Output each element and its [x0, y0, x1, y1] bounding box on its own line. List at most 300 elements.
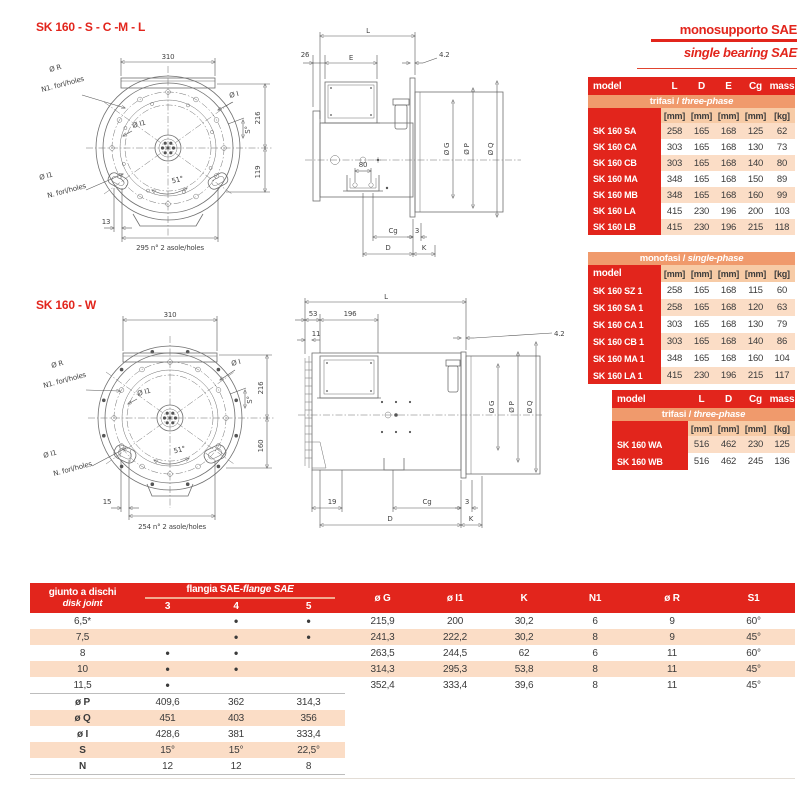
N1-cell: 8 [558, 629, 632, 645]
unit-cell: [mm] [688, 108, 715, 123]
dim-L-label: L [366, 27, 370, 35]
S1-cell: 60° [746, 615, 761, 627]
empty-spacer-cell [345, 742, 795, 758]
col-sae-3: 3 [135, 599, 200, 613]
value-cell: 165 [688, 123, 715, 139]
three-phase-table [588, 77, 795, 235]
unit-cell: [mm] [715, 421, 742, 436]
flange-dim-row [30, 694, 795, 711]
value-cell: 303 [666, 319, 683, 330]
dim-L-label: L [384, 293, 388, 301]
K-cell: 62 [518, 647, 530, 659]
value-cell: 99 [769, 187, 795, 203]
value-cell: 150 [747, 173, 764, 185]
sae5-value-cell: 333,4 [296, 728, 321, 740]
sae4-value-cell: 362 [200, 694, 272, 711]
col-mass: mass [769, 77, 795, 95]
value-cell: 80 [769, 155, 795, 171]
joint-cell: 10 [30, 661, 135, 677]
value-cell: 165 [693, 285, 710, 296]
N1-cell: 8 [592, 679, 598, 691]
dim-K-label: K [421, 244, 427, 252]
value-cell: 415 [661, 219, 688, 235]
unit-cell: [mm] [742, 108, 769, 123]
dimension-bottom [363, 193, 435, 257]
diam-R-cell: 11 [667, 679, 678, 691]
label-diam-i1-lower: Ø I1 [42, 448, 58, 460]
label-n1-holes: N1. fori/holes [40, 74, 85, 94]
sae-data-row [30, 677, 795, 694]
sae-header-row-1 [30, 583, 795, 599]
units-row [588, 108, 795, 123]
joint-cell: 11,5 [73, 679, 92, 691]
model-cell: SK 160 CA [588, 139, 661, 155]
value-cell: 73 [776, 141, 788, 153]
drawing1-title: SK 160 - S - C -M - L [36, 20, 146, 34]
unit-cell: [mm] [661, 108, 688, 123]
dimension-53-196-11 [295, 310, 378, 353]
diam-I1-cell: 333,4 [443, 679, 468, 691]
sae5-dot-cell: • [272, 629, 345, 645]
col-sae-5: 5 [272, 599, 345, 613]
angle-s-label: S° [246, 396, 254, 404]
col-diam-R: ø R [632, 583, 712, 613]
S1-cell: 45° [712, 661, 795, 677]
flange-dim-label: N [30, 758, 135, 775]
sae3-value-cell: 409,6 [135, 694, 200, 711]
model-cell: SK 160 MB [588, 187, 661, 203]
dimension-42 [453, 330, 565, 338]
units-row [588, 265, 795, 282]
value-cell: 258 [661, 299, 688, 316]
value-cell: 165 [688, 299, 715, 316]
value-cell: 516 [688, 436, 715, 453]
dim-D-label: D [385, 244, 391, 252]
section-title-english: single bearing SAE [683, 45, 797, 60]
label-diam-i: Ø I [228, 89, 240, 100]
table-row [588, 350, 795, 367]
value-cell: 230 [693, 205, 710, 217]
N1-cell: 6 [592, 615, 598, 627]
sae-data-row [30, 613, 795, 629]
value-cell: 348 [666, 173, 683, 185]
flange-dim-row [30, 742, 795, 758]
phase-band: trifasi / three-phase [588, 95, 795, 108]
K-cell: 53,8 [490, 661, 558, 677]
col-Cg: Cg [742, 77, 769, 95]
value-cell: 165 [693, 319, 710, 330]
value-cell: 165 [693, 173, 710, 185]
flange-dim-row [30, 710, 795, 726]
sae3-dot-cell: • [165, 646, 170, 660]
label-diam-i1-lower: Ø I1 [38, 170, 54, 182]
model-cell: SK 160 SZ 1 [588, 282, 661, 299]
sae3-dot-cell [135, 629, 200, 645]
value-cell: 160 [747, 353, 764, 364]
flange-dim-label: ø I [76, 728, 89, 740]
units-row [612, 421, 795, 436]
value-cell: 89 [776, 173, 788, 185]
value-cell: 125 [769, 436, 795, 453]
value-cell: 117 [769, 367, 795, 384]
table-row [588, 316, 795, 333]
dim-K-label: K [468, 515, 474, 523]
dim-19-label: 19 [327, 498, 337, 506]
phase-band-row [588, 252, 795, 265]
sae5-dot-cell: • [306, 614, 311, 628]
dim-diam-G-label: Ø G [443, 142, 451, 156]
diam-I1-cell: 222,2 [420, 629, 490, 645]
unit-cell: [mm] [715, 108, 742, 123]
sae5-value-cell: 314,3 [272, 694, 345, 711]
single-phase-table [588, 252, 795, 384]
value-cell: 79 [776, 319, 788, 330]
model-cell: SK 160 LA 1 [588, 367, 661, 384]
value-cell: 462 [720, 456, 737, 467]
S1-cell: 60° [746, 647, 761, 659]
table-row [588, 367, 795, 384]
unit-cell: [mm] [715, 265, 742, 282]
col-mass: mass [769, 390, 795, 408]
value-cell: 168 [720, 141, 737, 153]
angle-s-label: S° [244, 126, 252, 134]
col-N1: N1 [558, 583, 632, 613]
value-cell: 348 [666, 353, 683, 364]
dim-160-label: 160 [257, 439, 265, 453]
sae3-dot-cell: • [165, 678, 170, 692]
table-row [588, 155, 795, 171]
sae3-value-cell: 451 [135, 710, 200, 726]
sae4-dot-cell: • [200, 629, 272, 645]
value-cell: 303 [661, 333, 688, 350]
sae4-dot-cell: • [233, 614, 238, 628]
value-cell: 60 [776, 285, 788, 296]
model-cell: SK 160 CB [588, 155, 661, 171]
dim-295-slots-label: 295 n° 2 asole/holes [136, 244, 204, 252]
sae5-value-cell: 8 [272, 758, 345, 775]
dim-diam-P-label: Ø P [508, 401, 516, 413]
section-title-italian: monosupporto SAE [679, 22, 797, 37]
value-cell: 130 [747, 319, 764, 330]
diam-R-cell: 9 [669, 615, 675, 627]
sae3-value-cell: 428,6 [155, 728, 180, 740]
dim-216-label: 216 [257, 381, 265, 395]
value-cell: 462 [715, 436, 742, 453]
value-cell: 63 [769, 299, 795, 316]
value-cell: 215 [742, 219, 769, 235]
model-cell: SK 160 CB 1 [588, 333, 661, 350]
col-E: E [715, 77, 742, 95]
value-cell: 160 [742, 187, 769, 203]
value-cell: 200 [747, 205, 764, 217]
col-disk-joint: giunto a dischi disk joint [30, 583, 135, 613]
table-row [588, 171, 795, 187]
table-header-row [588, 77, 795, 95]
dim-254-slots-label: 254 n° 2 asole/holes [138, 523, 206, 531]
sae4-dot-cell: • [200, 661, 272, 677]
sae3-value-cell: 15° [135, 742, 200, 758]
dimension-L-top [305, 293, 466, 354]
dim-119-label: 119 [254, 165, 262, 179]
N1-cell: 8 [558, 661, 632, 677]
unit-cell: [mm] [742, 265, 769, 282]
table-row [588, 299, 795, 316]
sae5-value-cell: 356 [272, 710, 345, 726]
value-cell: 258 [661, 123, 688, 139]
unit-cell: [mm] [688, 265, 715, 282]
sae4-dot-cell: • [233, 646, 238, 660]
col-diam-I1: ø I1 [420, 583, 490, 613]
phase-band: trifasi / three-phase [612, 408, 795, 421]
dimension-bottom [312, 470, 482, 528]
joint-cell: 6,5* [74, 615, 91, 627]
value-cell: 86 [769, 333, 795, 350]
col-D: D [715, 390, 742, 408]
dimension-15-254 [103, 460, 215, 531]
dim-53-label: 53 [308, 310, 318, 318]
value-cell: 165 [688, 333, 715, 350]
units-spacer [588, 108, 661, 123]
col-S1: S1 [712, 583, 795, 613]
model-cell: SK 160 LB [588, 219, 661, 235]
dim-42-label: 4.2 [554, 330, 565, 338]
label-diam-r: Ø R [48, 63, 63, 74]
sae-data-row [30, 629, 795, 645]
header-rule-thin [637, 68, 797, 69]
dim-Cg-label: Cg [422, 498, 432, 506]
label-diam-r: Ø R [50, 359, 65, 370]
K-cell: 30,2 [490, 629, 558, 645]
sae4-value-cell: 15° [200, 742, 272, 758]
label-diam-i1: Ø I1 [136, 386, 152, 398]
value-cell: 245 [747, 456, 764, 467]
dimension-80-foot [355, 161, 371, 182]
phase-band-row [588, 95, 795, 108]
dim-Cg-label: Cg [388, 227, 398, 235]
label-diam-i: Ø I [230, 357, 242, 368]
dim-3-label: 3 [464, 498, 470, 506]
model-cell: SK 160 WA [612, 436, 688, 453]
w-series-table [612, 390, 795, 470]
value-cell: 230 [688, 367, 715, 384]
empty-spacer-cell [345, 694, 795, 711]
dimension-diameters [488, 342, 536, 472]
value-cell: 118 [769, 219, 795, 235]
table-row [612, 453, 795, 470]
sae3-dot-cell [135, 613, 200, 629]
sae4-dot-cell [200, 677, 272, 694]
dimension-216-160 [219, 355, 272, 468]
drawing3-title: SK 160 - W [36, 298, 97, 312]
value-cell: 165 [693, 353, 710, 364]
sae-data-row [30, 661, 795, 677]
diam-I1-cell: 295,3 [420, 661, 490, 677]
unit-cell: [mm] [688, 421, 715, 436]
value-cell: 215 [742, 367, 769, 384]
dimension-26-E-42 [301, 51, 450, 107]
section-header [588, 22, 797, 69]
label-n1-holes: N1. fori/holes [42, 370, 87, 390]
model-cell: SK 160 WB [612, 453, 688, 470]
sae4-value-cell: 403 [200, 710, 272, 726]
front-view-drawing-scml [30, 38, 280, 260]
value-cell: 62 [769, 123, 795, 139]
value-cell: 415 [661, 367, 688, 384]
page-bottom-rule [30, 778, 795, 779]
table-row [588, 282, 795, 299]
value-cell: 120 [742, 299, 769, 316]
value-cell: 168 [715, 187, 742, 203]
value-cell: 303 [661, 155, 688, 171]
sae-data-row [30, 645, 795, 661]
dim-26-label: 26 [300, 51, 310, 59]
value-cell: 130 [747, 141, 764, 153]
table-header-row [612, 390, 795, 408]
value-cell: 136 [774, 456, 790, 467]
value-cell: 168 [715, 299, 742, 316]
col-model: model [588, 265, 661, 282]
unit-cell: [kg] [769, 421, 795, 436]
label-diam-i1: Ø I1 [131, 118, 147, 130]
dimension-13-295 [102, 188, 218, 252]
sae5-value-cell: 22,5° [272, 742, 345, 758]
table-row [588, 203, 795, 219]
empty-spacer-cell [345, 726, 795, 742]
K-cell: 30,2 [514, 615, 534, 627]
joint-cell: 8 [79, 647, 86, 659]
flange-dim-label: ø Q [30, 710, 135, 726]
unit-cell: [kg] [769, 265, 795, 282]
table-row [588, 123, 795, 139]
value-cell: 348 [661, 187, 688, 203]
value-cell: 168 [715, 123, 742, 139]
value-cell: 165 [693, 141, 710, 153]
empty-spacer-cell [345, 710, 795, 726]
sae3-value-cell: 12 [135, 758, 200, 775]
sae5-dot-cell [272, 645, 345, 661]
diam-R-cell: 11 [667, 647, 678, 659]
value-cell: 103 [774, 205, 790, 217]
flange-dim-row [30, 758, 795, 775]
N1-cell: 6 [592, 647, 598, 659]
joint-cell: 7,5 [30, 629, 135, 645]
S1-cell: 45° [746, 679, 761, 691]
col-model: model [588, 77, 661, 95]
label-n-holes: N. fori/holes [52, 459, 93, 478]
col-L: L [688, 390, 715, 408]
value-cell: 258 [666, 285, 683, 296]
value-cell: 125 [742, 123, 769, 139]
dim-310-label: 310 [161, 53, 175, 61]
diam-G-cell: 314,3 [345, 661, 420, 677]
value-cell: 303 [666, 141, 683, 153]
value-cell: 165 [688, 155, 715, 171]
diam-G-cell: 241,3 [345, 629, 420, 645]
model-cell: SK 160 SA 1 [588, 299, 661, 316]
value-cell: 196 [715, 367, 742, 384]
sae4-value-cell: 381 [227, 728, 245, 740]
value-cell: 115 [748, 285, 763, 296]
phase-band: monofasi / single-phase [588, 252, 795, 265]
phase-band-row [612, 408, 795, 421]
side-view-drawing-w [280, 280, 580, 532]
header-rule-thick [651, 39, 797, 42]
value-cell: 168 [720, 285, 737, 296]
S1-cell: 45° [712, 629, 795, 645]
col-K: K [490, 583, 558, 613]
model-cell: SK 160 MA [588, 171, 661, 187]
model-cell: SK 160 SA [588, 123, 661, 139]
diam-G-cell: 352,4 [370, 679, 395, 691]
diam-I1-cell: 200 [446, 615, 464, 627]
diam-R-cell: 11 [632, 661, 712, 677]
dimension-diameters [443, 81, 497, 217]
dim-80-label: 80 [358, 161, 368, 169]
dim-E-label: E [348, 54, 354, 62]
model-cell: SK 160 LA [588, 203, 661, 219]
model-cell: SK 160 CA 1 [588, 316, 661, 333]
model-cell: SK 160 MA 1 [588, 350, 661, 367]
value-cell: 230 [688, 219, 715, 235]
angle-51-label: 51° [172, 444, 187, 456]
side-view-drawing-scml [275, 25, 530, 273]
col-L: L [661, 77, 688, 95]
value-cell: 168 [720, 353, 737, 364]
units-spacer [612, 421, 688, 436]
dim-42-label: 4.2 [439, 51, 450, 59]
value-cell: 140 [742, 155, 769, 171]
value-cell: 165 [688, 187, 715, 203]
value-cell: 168 [715, 333, 742, 350]
diam-I1-cell: 244,5 [443, 647, 468, 659]
table-row [588, 219, 795, 235]
dim-diam-Q-label: Ø Q [487, 142, 495, 156]
value-cell: 516 [693, 456, 710, 467]
table-row [588, 187, 795, 203]
dimension-216-119 [217, 84, 270, 192]
sae5-dot-cell [272, 661, 345, 677]
value-cell: 168 [715, 155, 742, 171]
sae4-value-cell: 12 [200, 758, 272, 775]
generator-body [298, 352, 542, 478]
dim-196-label: 196 [343, 310, 357, 318]
value-cell: 415 [666, 205, 683, 217]
col-Cg: Cg [742, 390, 769, 408]
diam-R-cell: 9 [632, 629, 712, 645]
diam-G-cell: 215,9 [370, 615, 395, 627]
col-diam-G: ø G [345, 583, 420, 613]
value-cell: 196 [715, 219, 742, 235]
flange-dim-label: S [30, 742, 135, 758]
dim-diam-G-label: Ø G [488, 400, 496, 414]
dim-11-label: 11 [311, 330, 321, 338]
col-D: D [688, 77, 715, 95]
dim-216-label: 216 [254, 111, 262, 125]
empty-spacer-cell [345, 758, 795, 775]
value-cell: 230 [742, 436, 769, 453]
col-flange-sae: flangia SAE-flange SAE [135, 583, 345, 599]
dim-310-label: 310 [163, 311, 177, 319]
table-row [612, 436, 795, 453]
dim-D-label: D [387, 515, 393, 523]
table-row [588, 333, 795, 350]
sae-flange-table [30, 583, 795, 775]
dim-3-label: 3 [414, 227, 420, 235]
dim-15-label: 15 [102, 498, 112, 506]
dim-diam-Q-label: Ø Q [526, 400, 534, 414]
dim-diam-P-label: Ø P [463, 143, 471, 155]
diam-G-cell: 263,5 [370, 647, 395, 659]
